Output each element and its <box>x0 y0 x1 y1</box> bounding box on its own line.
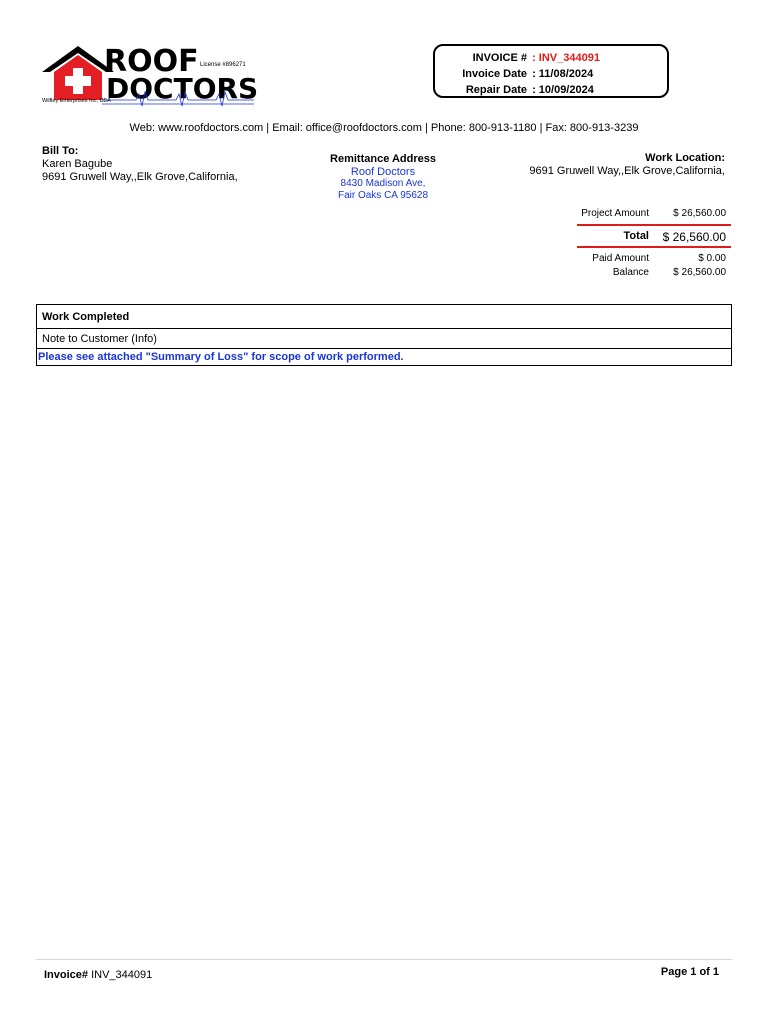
total-divider-bottom <box>577 246 731 248</box>
logo-word-doctors: DOCTORS <box>106 72 259 105</box>
bill-to-address: 9691 Gruwell Way,,Elk Grove,California, <box>42 171 238 183</box>
paid-amount-value: $ 0.00 <box>698 253 726 264</box>
totals-block <box>577 206 731 279</box>
invoice-date-label: Invoice Date <box>462 68 527 80</box>
repair-date-row <box>435 82 667 98</box>
bill-to-heading: Bill To: <box>42 145 79 157</box>
repair-date-value: : 10/09/2024 <box>532 84 594 96</box>
logo-word-roof: ROOF <box>104 44 199 79</box>
invoice-number-label: INVOICE # <box>472 52 527 64</box>
bill-to-name: Karen Bagube <box>42 158 113 170</box>
balance-value: $ 26,560.00 <box>673 267 726 278</box>
company-dba: Wilfley Enterprises Inc, DBA <box>42 98 111 104</box>
bill-to-block <box>42 145 238 184</box>
project-amount-label: Project Amount <box>581 208 649 219</box>
remittance-heading: Remittance Address <box>330 153 436 165</box>
note-to-customer: Note to Customer (Info) <box>37 329 731 349</box>
invoice-date-row <box>435 66 667 82</box>
work-location-address: 9691 Gruwell Way,,Elk Grove,California, <box>529 165 725 177</box>
remittance-line1: 8430 Madison Ave, <box>340 178 426 189</box>
balance-row <box>577 265 731 279</box>
footer-divider <box>36 959 732 960</box>
roof-doctors-logo <box>40 42 260 112</box>
footer-invoice <box>44 969 152 981</box>
license-number: License #896271 <box>200 62 246 68</box>
work-location-block <box>529 152 725 178</box>
invoice-date-value: : 11/08/2024 <box>532 68 594 80</box>
repair-date-label: Repair Date <box>465 84 527 96</box>
remittance-block <box>300 153 466 202</box>
work-completed-text: Please see attached "Summary of Loss" for scope of work performed. <box>38 351 404 363</box>
total-row <box>577 226 731 246</box>
total-value: $ 26,560.00 <box>662 230 726 244</box>
footer-invoice-label: Invoice# <box>44 969 89 981</box>
remittance-line2: Fair Oaks CA 95628 <box>337 190 429 201</box>
paid-amount-label: Paid Amount <box>592 253 649 264</box>
contact-line: Web: www.roofdoctors.com | Email: office@roofdoctors.com | Phone: 800-913-1180 | Fax: 800-913-3239 <box>129 122 639 134</box>
balance-label: Balance <box>612 267 649 278</box>
work-location-heading: Work Location: <box>645 152 725 164</box>
page-number: Page 1 of 1 <box>660 966 719 978</box>
total-label: Total <box>623 230 649 242</box>
work-completed-table <box>36 304 732 366</box>
remittance-name: Roof Doctors <box>350 166 416 178</box>
invoice-number-row <box>435 50 667 66</box>
work-completed-heading: Work Completed <box>37 305 731 329</box>
invoice-info-box <box>433 44 669 98</box>
project-amount-row <box>577 206 731 220</box>
paid-amount-row <box>577 251 731 265</box>
invoice-number-value: : INV_344091 <box>532 52 600 64</box>
project-amount-value: $ 26,560.00 <box>673 208 726 219</box>
footer-invoice-value: INV_344091 <box>91 969 153 981</box>
